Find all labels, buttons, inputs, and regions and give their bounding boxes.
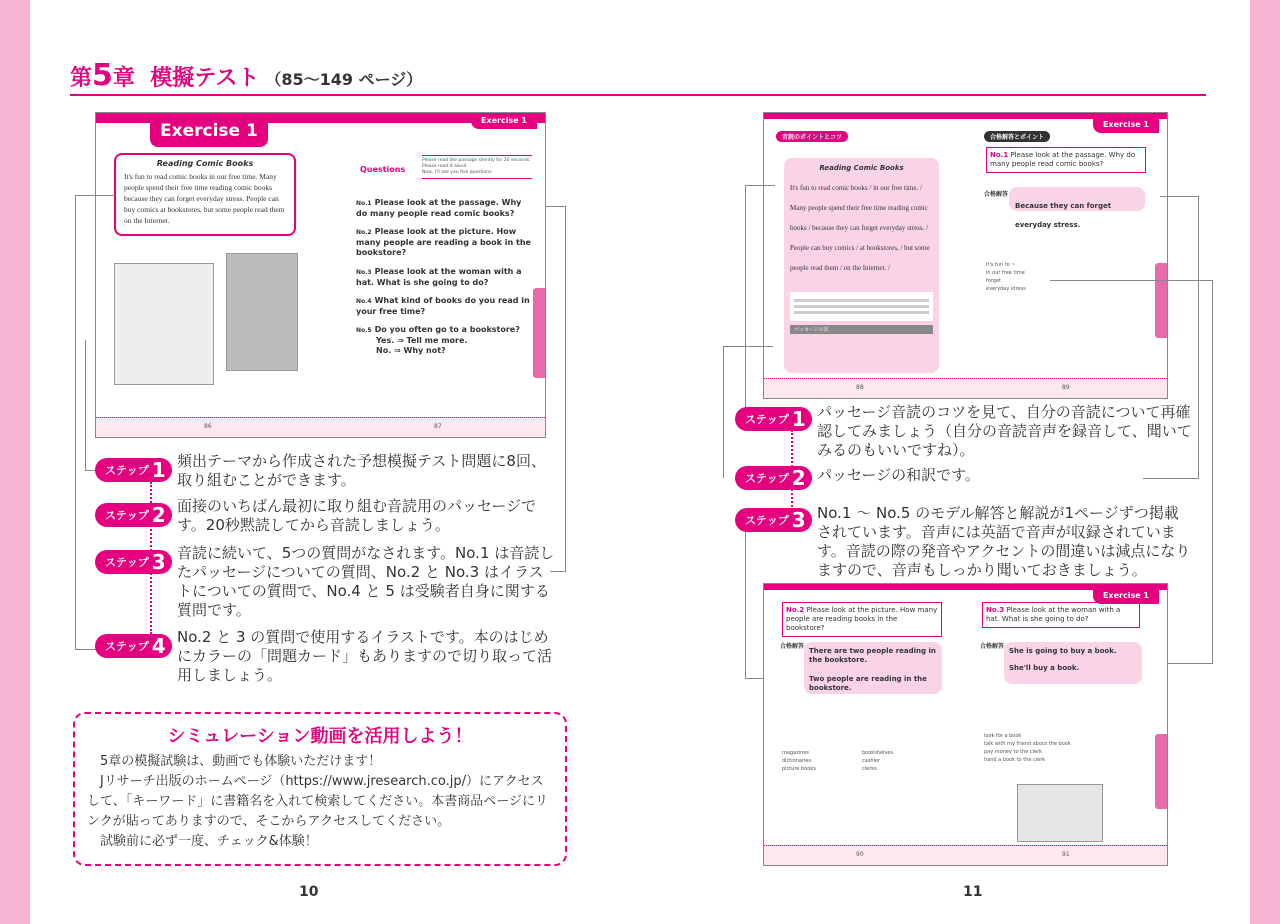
q3-answer-box (1004, 642, 1142, 684)
connector-line (1160, 196, 1198, 197)
exercise-title: Exercise 1 (150, 115, 268, 147)
step-label: ステップ (105, 509, 149, 522)
step-1 (735, 403, 1192, 459)
sample-spread-answers (763, 583, 1168, 866)
answer-box (1009, 187, 1145, 229)
step-text: No.1 ～ No.5 のモデル解答と解説が1ページずつ掲載されています。音声には英語で音声が収録されています。音読の際の発音やアクセントの間違いは減点になりますので、音声もしっかり聞いておきましょう。 (817, 504, 1191, 579)
step-2 (735, 466, 980, 490)
question-text: Please look at the picture. How many people are reading a book in the bookstore? (356, 227, 531, 257)
question-number: No.5 (356, 327, 372, 334)
answer-label: 合格解答 (780, 643, 805, 650)
connector-line (545, 206, 565, 207)
step-text: パッセージ音読のコツを見て、自分の音読について再確認してみましょう（自分の音読音声を録音して、聞いてみるのもいいですね）。 (817, 403, 1192, 459)
phrase: in our free time (986, 270, 1025, 276)
q2-answer-box (804, 642, 942, 694)
page-number: 91 (1062, 851, 1070, 858)
sample-spread-exercise (95, 112, 546, 438)
connector-line (1198, 196, 1199, 479)
counter-illustration (114, 263, 214, 385)
step-badge (95, 458, 172, 482)
phrase: hand a book to the clerk (984, 757, 1046, 763)
phrase: look for a book (984, 733, 1022, 739)
connector-line (75, 195, 115, 196)
question-number: No.2 (786, 606, 805, 614)
step-text: パッセージの和訳です。 (817, 466, 980, 484)
answer-text: There are two people reading in the bookstore. (809, 647, 936, 664)
step-3 (735, 504, 1191, 579)
step-label: ステップ (745, 413, 789, 426)
step-label: ステップ (105, 556, 149, 569)
question-number: No.1 (356, 200, 372, 207)
chapter-number: 5 (92, 58, 113, 93)
question-2 (356, 227, 531, 258)
connector-line (75, 195, 76, 650)
step-1 (95, 452, 546, 489)
q1-box (986, 147, 1146, 173)
instruction: Now, I'll ask you five questions. (422, 170, 493, 175)
page-number: 86 (204, 423, 212, 430)
page-number: 90 (856, 851, 864, 858)
simulation-text: 5章の模擬試験は、動画でも体験いただけます！ (100, 754, 382, 769)
q2-vocab (782, 749, 942, 773)
passage-sentence: Many people spend their free time reading comic books / because they can forget everyday stress. / (790, 204, 929, 232)
step-text: 音読に続いて、5つの質問がなされます。No.1 は音読したパッセージについての質問、No.2 と No.3 はイラストについての質問で、No.4 と 5 は受験者自身に関する質問です。 (177, 544, 555, 619)
step-2 (95, 497, 537, 534)
question-text: Please look at the woman with a hat. What is she going to do? (986, 606, 1121, 623)
chapter-side-tab (533, 288, 545, 378)
question-number: No.3 (356, 269, 372, 276)
phrase: everyday stress (986, 286, 1026, 292)
translation-label: パッセージの訳 (790, 325, 933, 334)
connector-line (723, 346, 773, 347)
reading-tips-heading: 音読のポイントとコツ (776, 131, 848, 142)
answer-text: She'll buy a book. (1009, 664, 1080, 672)
step-text: 頻出テーマから作成された予想模擬テスト問題に8回、取り組むことができます。 (177, 452, 546, 489)
simulation-video-box (73, 712, 567, 866)
q3-phrases (984, 732, 1071, 764)
instructions (422, 155, 532, 179)
step-badge (735, 508, 812, 532)
questions-label: Questions (360, 165, 406, 174)
step-badge (735, 466, 812, 490)
answer-label: 合格解答 (980, 643, 1005, 650)
step-number: 3 (151, 550, 166, 574)
chapter-suffix: 章 (112, 66, 135, 91)
connector-line (85, 340, 86, 470)
question-number: No.4 (356, 298, 372, 305)
passage-sentence: People can buy comics / at bookstores, / but some people read them / on the Internet. / (790, 244, 930, 272)
connector-line (565, 206, 566, 571)
simulation-title: シミュレーション動画を活用しよう！ (167, 726, 473, 747)
passage-sentence: It's fun to read comic books / in our free time. / (790, 184, 922, 192)
step-text: 面接のいちばん最初に取り組む音読用のパッセージです。20秒黙読してから音読しましょう。 (177, 497, 537, 534)
instruction: Please read the passage silently for 20 seconds. (422, 158, 531, 163)
left-page-edge (0, 0, 30, 924)
step-badge (95, 503, 172, 527)
exercise-tab: Exercise 1 (471, 113, 537, 129)
yes-followup: Yes. ⇒ Tell me more. (376, 336, 468, 345)
vocab-item: picture books (782, 766, 816, 772)
simulation-text: 試験前に必ず一度、チェック&体験！ (100, 834, 318, 849)
question-text: What kind of books do you read in your free time? (356, 296, 530, 316)
connector-line (1212, 280, 1213, 663)
connector-line (745, 530, 746, 678)
connector-line (723, 346, 724, 478)
answer-text: She is going to buy a book. (1009, 647, 1117, 655)
answer-text: Two people are reading in the bookstore. (809, 675, 927, 692)
no-followup: No. ⇒ Why not? (376, 346, 446, 355)
answer-heading: 合格解答とポイント (984, 131, 1050, 142)
page-number-right: 11 (963, 884, 983, 900)
q2-box (782, 602, 942, 637)
simulation-text: Jリサーチ出版のホームページ（https://www.jresearch.co.jp/）にアクセスして、「キーワード」に書籍名を入れて検索してください。本書商品ページにリンクが貼ってありますので、そこからアクセスしてください。 (87, 774, 548, 829)
instruction: Please read it aloud. (422, 164, 468, 169)
step-badge (735, 407, 812, 431)
page-footer (764, 378, 1167, 398)
step-number: 2 (151, 503, 166, 527)
vocab-item: dictionaries (782, 758, 812, 764)
step-number: 3 (791, 508, 806, 532)
exercise-tab: Exercise 1 (1093, 117, 1159, 133)
step-number: 1 (151, 458, 166, 482)
step-label: ステップ (105, 464, 149, 477)
step-number: 1 (791, 407, 806, 431)
page-footer (764, 845, 1167, 865)
step-label: ステップ (745, 472, 789, 485)
connector-line (745, 185, 746, 420)
page-number: 87 (434, 423, 442, 430)
question-number: No.2 (356, 229, 372, 236)
question-number: No.1 (990, 151, 1009, 159)
question-text: Please look at the passage. Why do many people read comic books? (356, 198, 522, 218)
answer-text: Because they can forget everyday stress. (1015, 202, 1112, 229)
exercise-tab: Exercise 1 (1093, 588, 1159, 604)
header-rule-left (70, 94, 640, 96)
page-range: （85～149 ページ） (265, 70, 423, 89)
vocab-item: magazines (782, 750, 810, 756)
passage-title: Reading Comic Books (819, 164, 904, 172)
step-number: 2 (791, 466, 806, 490)
answer-label: 合格解答 (984, 191, 1009, 198)
page-number-left: 10 (299, 884, 319, 900)
q3-box (982, 602, 1140, 628)
chapter-side-tab (1155, 734, 1167, 809)
passage-box (114, 153, 296, 236)
phrase: It's fun to ~ (986, 262, 1016, 268)
question-4 (356, 296, 531, 317)
question-5 (356, 325, 531, 356)
step-label: ステップ (105, 640, 149, 653)
connector-line (745, 185, 775, 186)
phrase: pay money to the clerk (984, 749, 1043, 755)
phrase: talk with my friend about the book (984, 741, 1071, 747)
sample-spread-reading-tips (763, 112, 1168, 399)
step-4 (95, 628, 553, 684)
page-number: 88 (856, 384, 864, 391)
chapter-side-tab (1155, 263, 1167, 338)
question-text: Please look at the picture. How many people are reading books in the bookstore? (786, 606, 938, 632)
step-text: No.2 と 3 の質問で使用するイラストです。本のはじめにカラーの「問題カード」もありますので切り取って活用しましょう。 (177, 628, 553, 684)
question-text: Please look at the woman with a hat. What is she going to do? (356, 267, 522, 287)
question-text: Please look at the passage. Why do many people read comic books? (990, 151, 1136, 168)
connector-line (1050, 280, 1212, 281)
passage-title: Reading Comic Books (156, 159, 254, 168)
step-badge (95, 550, 172, 574)
right-page-edge (1250, 0, 1280, 924)
vocab-item: cashier (862, 758, 881, 764)
bookstore-illustration (1017, 784, 1103, 842)
question-1 (356, 198, 531, 219)
phrase: forget (986, 278, 1001, 284)
header-rule-right (640, 94, 1206, 96)
step-3 (95, 544, 555, 619)
phrase-list (986, 261, 1026, 293)
chapter-title: 模擬テスト (150, 66, 260, 91)
annotated-passage (784, 158, 939, 373)
page-number: 89 (1062, 384, 1070, 391)
tips-box (790, 292, 933, 321)
step-badge (95, 634, 172, 658)
question-3 (356, 267, 531, 288)
chapter-prefix: 第 (70, 66, 93, 91)
bookshelf-illustration (226, 253, 298, 371)
chapter-heading (70, 58, 422, 93)
question-number: No.3 (986, 606, 1005, 614)
question-text: Do you often go to a bookstore? (374, 325, 520, 334)
page-footer (96, 417, 545, 437)
vocab-item: clerks (862, 766, 877, 772)
step-label: ステップ (745, 514, 789, 527)
passage-text: It's fun to read comic books in our free time. Many people spend their free time reading comic books because they can forget everyday stress. People can buy comics at bookstores, but some people read them on the Internet. (124, 172, 285, 225)
vocab-item: bookshelves (862, 750, 894, 756)
connector-line (75, 649, 97, 650)
step-number: 4 (151, 634, 166, 658)
